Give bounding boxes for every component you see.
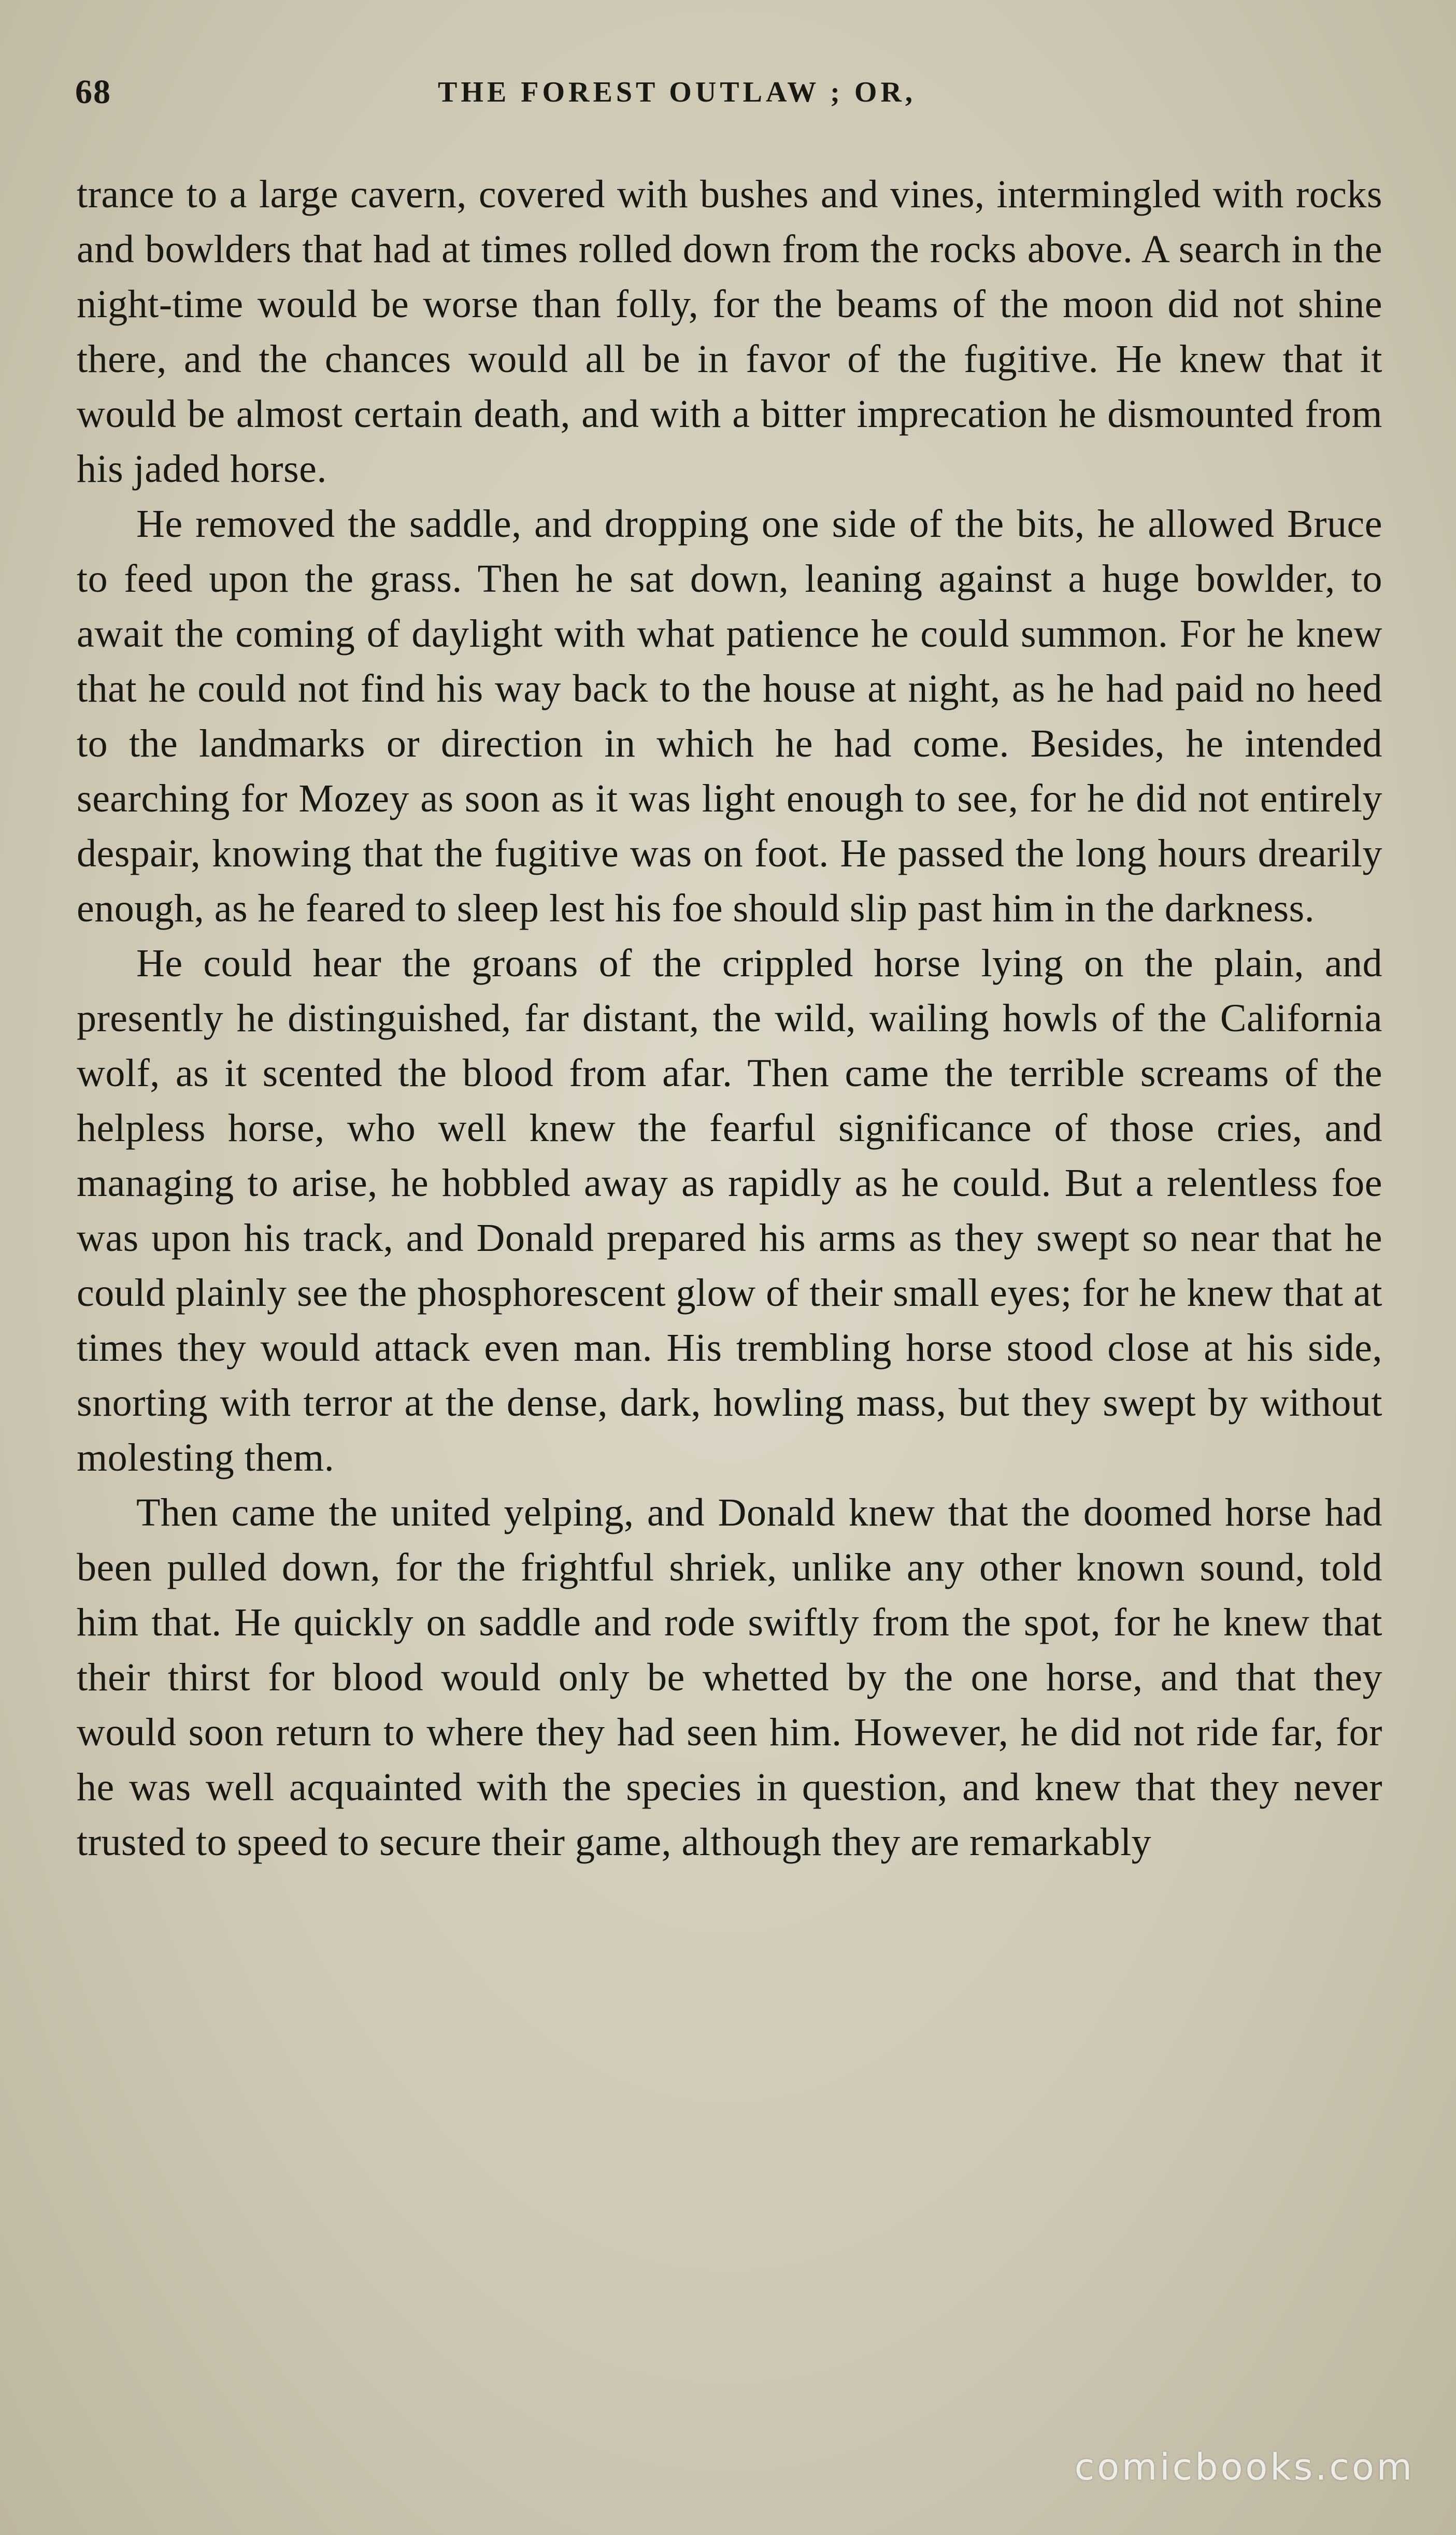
- running-head: THE FOREST OUTLAW ; OR,: [438, 76, 916, 108]
- body-text: [77, 167, 1382, 1870]
- page-header: [75, 73, 1381, 130]
- page-number: 68: [75, 73, 111, 111]
- paragraph-4: Then came the united yelping, and Donald knew that the doomed horse had been pulled down, for the frightful shriek, unlike any other known sound, told him that. He quickly on saddle and rode swiftly from the spot, for he knew that their thirst for blood would only be whetted by the one horse, and that they would soon return to where they had seen him. However, he did not ride far, for he was well acquainted with the species in question, and knew that they never trusted to speed to secure their game, although they are remarkably: [77, 1491, 1382, 1864]
- paragraph-3: He could hear the groans of the crippled horse lying on the plain, and presently he distinguished, far distant, the wild, wailing howls of the California wolf, as it scented the blood from afar. Then came the terrible screams of the helpless horse, who well knew the fearful significance of those cries, and managing to arise, he hobbled away as rapidly as he could. But a relentless foe was upon his track, and Donald prepared his arms as they swept so near that he could plainly see the phosphorescent glow of their small eyes; for he knew that at times they would attack even man. His trembling horse stood close at his side, snorting with terror at the dense, dark, howling mass, but they swept by without molesting them.: [77, 942, 1382, 1479]
- paragraph-2: He removed the saddle, and dropping one side of the bits, he allowed Bruce to feed upon the grass. Then he sat down, leaning against a huge bowlder, to await the coming of daylight with what patience he could summon. For he knew that he could not find his way back to the house at night, as he had paid no heed to the landmarks or direction in which he had come. Besides, he intended searching for Mozey as soon as it was light enough to see, for he did not entirely despair, knowing that the fugitive was on foot. He passed the long hours drearily enough, as he feared to sleep lest his foe should slip past him in the darkness.: [77, 502, 1382, 930]
- site-watermark: comicbooks.com: [1074, 2446, 1415, 2488]
- paragraph-1: trance to a large cavern, covered with bushes and vines, intermingled with rocks and bowlders that had at times rolled down from the rocks above. A search in the night-time would be worse than folly, for the beams of the moon did not shine there, and the chances would all be in favor of the fugitive. He knew that it would be almost certain death, and with a bitter imprecation he dismounted from his jaded horse.: [77, 173, 1382, 491]
